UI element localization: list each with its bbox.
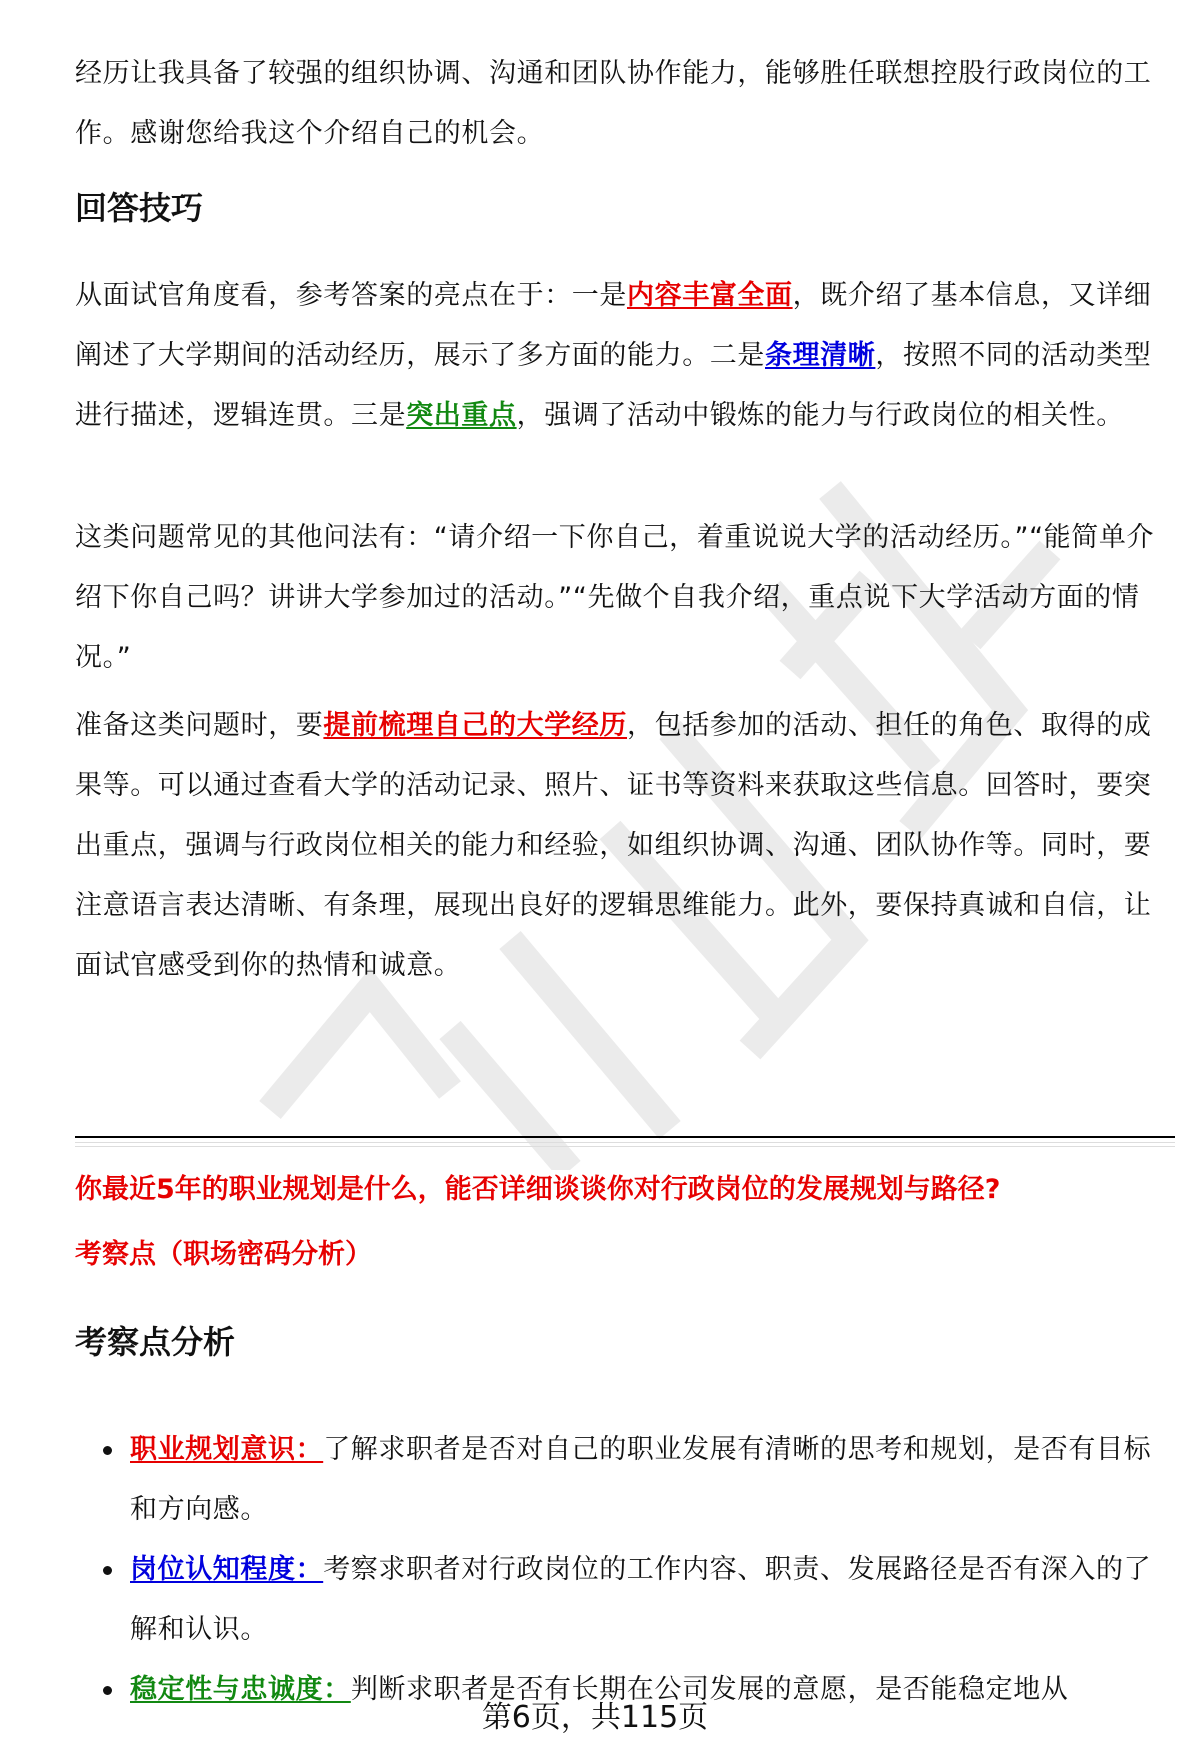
bullet-label: 职业规划意识： (130, 1434, 324, 1465)
bullet-label: 岗位认知程度： (130, 1554, 324, 1585)
page-indicator: 第6页，共115页 (481, 1700, 709, 1735)
section-heading-analysis: 考察点分析 (75, 1323, 236, 1361)
text-span: ，既介绍了基本信息，又详细阐述了大学期间的活动经历，展示了多方面的能力。二是 (75, 280, 1152, 371)
text-span: 准备这类问题时，要 (75, 710, 324, 741)
section-divider (75, 1136, 1175, 1138)
text-span: ，强调了活动中锻炼的能力与行政岗位的相关性。 (516, 400, 1124, 431)
bullet-text: 了解求职者是否对自己的职业发展有清晰的思考和规划，是否有目标和方向感。 (130, 1434, 1152, 1525)
section-heading-answer-tips: 回答技巧 (75, 189, 204, 227)
highlight-review-experience: 提前梳理自己的大学经历 (323, 710, 628, 741)
bullet-career-planning (75, 1420, 1170, 1540)
section-divider-shadow (75, 1142, 1175, 1147)
tips-paragraph-alternatives: 这类问题常见的其他问法有：“请介绍一下你自己，着重说说大学的活动经历。”“能简单介绍下你自己吗？讲讲大学参加过的活动。”“先做个自我介绍，重点说下大学活动方面的情况。” (75, 522, 1155, 673)
intro-paragraph: 经历让我具备了较强的组织协调、沟通和团队协作能力，能够胜任联想控股行政岗位的工作。感谢您给我这个介绍自己的机会。 (75, 58, 1152, 149)
tips-paragraph-preparation (75, 696, 1170, 996)
question-subtitle: 考察点（职场密码分析） (75, 1239, 372, 1270)
bullet-text: 考察求职者对行政岗位的工作内容、职责、发展路径是否有深入的了解和认识。 (130, 1554, 1152, 1645)
bullet-dot-icon (103, 1686, 112, 1695)
text-span: ，按照不同的活动类型进行描述，逻辑连贯。三是 (75, 340, 1152, 431)
bullet-label: 稳定性与忠诚度： (130, 1674, 351, 1705)
text-span: 从面试官角度看，参考答案的亮点在于：一是 (75, 280, 627, 311)
highlight-content-rich: 内容丰富全面 (627, 280, 793, 311)
bullet-role-understanding (75, 1540, 1170, 1660)
bullet-dot-icon (103, 1566, 112, 1575)
text-span: ，包括参加的活动、担任的角色、取得的成果等。可以通过查看大学的活动记录、照片、证书等资料来获取这些信息。回答时，要突出重点，强调与行政岗位相关的能力和经验，如组织协调、沟通、团队协作等。同时，要注意语言表达清晰、有条理，展现出良好的逻辑思维能力。此外，要保持真诚和自信，让面试官感受到你的热情和诚意。 (75, 710, 1152, 981)
highlight-key-points: 突出重点 (406, 400, 517, 431)
bullet-dot-icon (103, 1446, 112, 1455)
question-title: 你最近5年的职业规划是什么，能否详细谈谈你对行政岗位的发展规划与路径? (75, 1174, 1001, 1205)
tips-paragraph-highlights (75, 266, 1170, 446)
analysis-bullet-list (75, 1420, 1170, 1720)
highlight-clear-structure: 条理清晰 (765, 340, 876, 371)
bullet-text: 判断求职者是否有长期在公司发展的意愿，是否能稳定地从 (350, 1674, 1069, 1705)
